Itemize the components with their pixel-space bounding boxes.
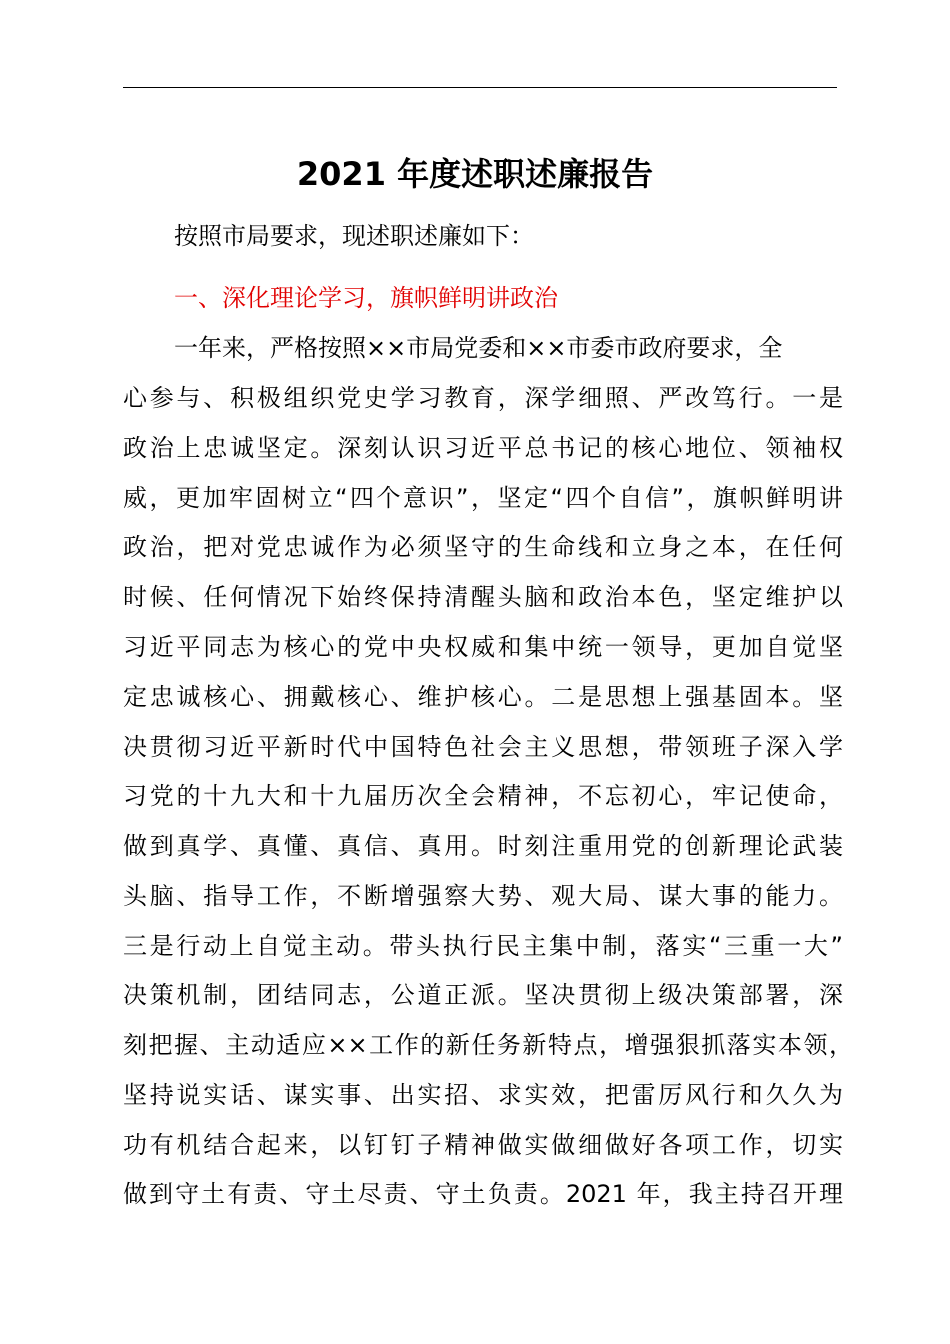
section-heading: 一、深化理论学习，旗帜鲜明讲政治: [174, 284, 558, 312]
body-line: 习近平同志为核心的党中央权威和集中统一领导，更加自觉坚: [123, 633, 843, 661]
document-title: 2021 年度述职述廉报告: [296, 155, 654, 193]
body-line: 政治，把对党忠诚作为必须坚守的生命线和立身之本，在任何: [123, 533, 843, 561]
header-rule: [123, 87, 837, 88]
body-line: 功有机结合起来，以钉钉子精神做实做细做好各项工作，切实: [123, 1131, 843, 1159]
body-line: 政治上忠诚坚定。深刻认识习近平总书记的核心地位、领袖权: [123, 434, 843, 462]
body-line: 心参与、积极组织党史学习教育，深学细照、严改笃行。一是: [123, 384, 843, 412]
body-line: 做到守土有责、守土尽责、守土负责。2021 年，我主持召开理: [123, 1180, 843, 1208]
body-line: 坚持说实话、谋实事、出实招、求实效，把雷厉风行和久久为: [123, 1081, 843, 1109]
intro-paragraph: 按照市局要求，现述职述廉如下：: [174, 222, 534, 250]
body-line: 刻把握、主动适应××工作的新任务新特点，增强狠抓落实本领，: [123, 1031, 853, 1059]
body-line: 一年来，严格按照××市局党委和××市委市政府要求，全: [174, 334, 783, 362]
body-line: 决策机制，团结同志，公道正派。坚决贯彻上级决策部署，深: [123, 981, 843, 1009]
body-line: 三是行动上自觉主动。带头执行民主集中制，落实“三重一大”: [123, 932, 843, 960]
body-line: 做到真学、真懂、真信、真用。时刻注重用党的创新理论武装: [123, 832, 843, 860]
body-line: 决贯彻习近平新时代中国特色社会主义思想，带领班子深入学: [123, 733, 843, 761]
body-line: 头脑、指导工作，不断增强察大势、观大局、谋大事的能力。: [123, 882, 843, 910]
body-line: 定忠诚核心、拥戴核心、维护核心。二是思想上强基固本。坚: [123, 683, 843, 711]
body-line: 习党的十九大和十九届历次全会精神，不忘初心，牢记使命，: [123, 782, 843, 810]
body-line: 威，更加牢固树立“四个意识”，坚定“四个自信”，旗帜鲜明讲: [123, 484, 843, 512]
body-line: 时候、任何情况下始终保持清醒头脑和政治本色，坚定维护以: [123, 583, 843, 611]
